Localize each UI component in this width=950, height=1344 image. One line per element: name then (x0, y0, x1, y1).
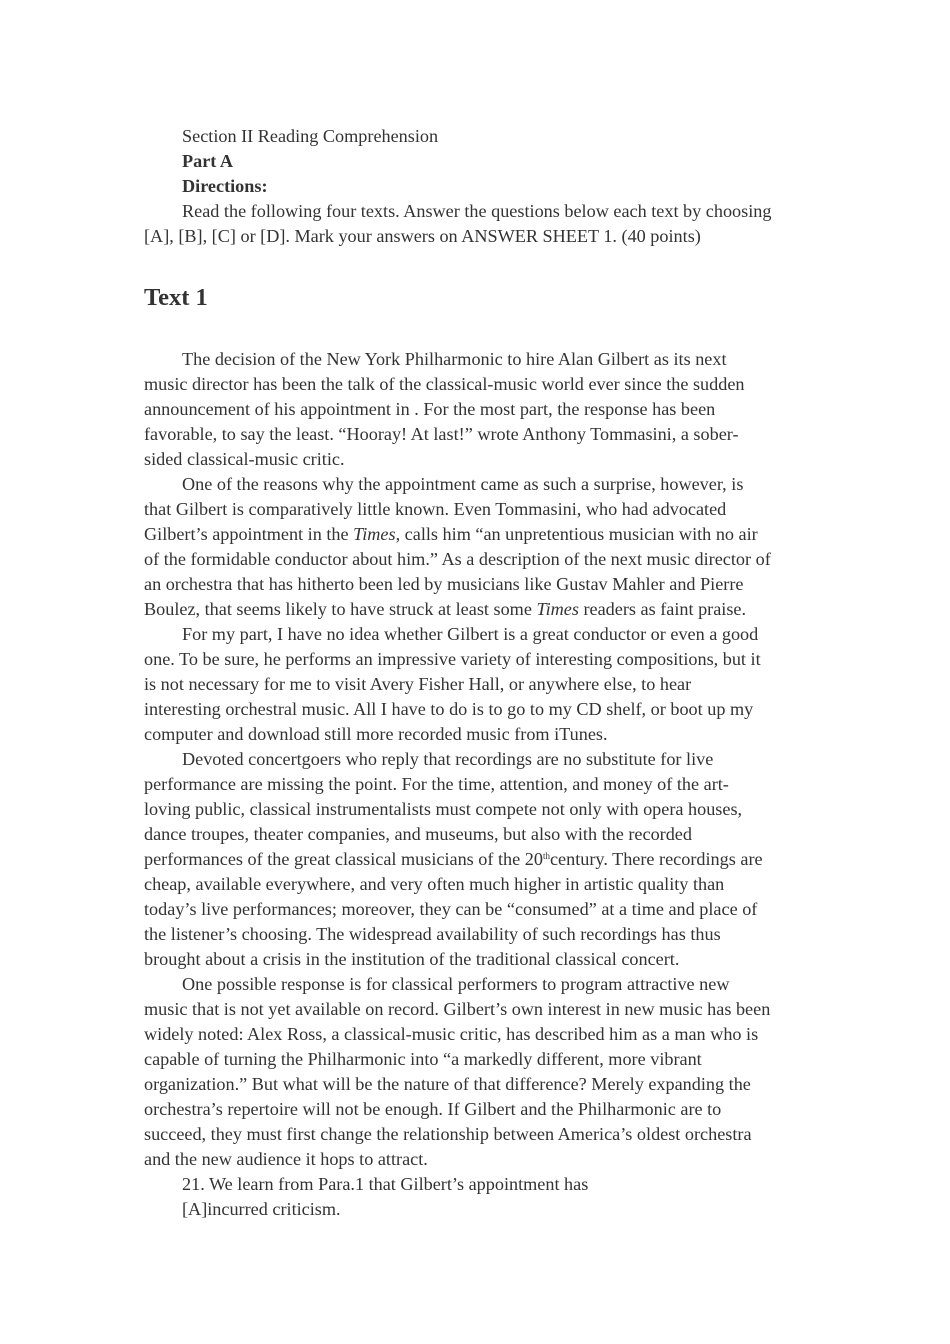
ordinal-superscript: th (542, 851, 550, 861)
paragraph-line: that Gilbert is comparatively little known. Even Tommasini, who had advocated (144, 499, 727, 519)
paragraph-line: loving public, classical instrumentalists must compete not only with opera houses, (144, 799, 743, 819)
exam-header (144, 124, 824, 249)
paragraph-line: sided classical-music critic. (144, 449, 345, 469)
directions-line-2: [A], [B], [C] or [D]. Mark your answers on ANSWER SHEET 1. (40 points) (144, 226, 701, 246)
paragraph-line: brought about a crisis in the institution of the traditional classical concert. (144, 949, 680, 969)
paragraph-line: widely noted: Alex Ross, a classical-music critic, has described him as a man who is (144, 1024, 759, 1044)
paragraph-line: capable of turning the Philharmonic into “a markedly different, more vibrant (144, 1049, 702, 1069)
paragraph-line: an orchestra that has hitherto been led by musicians like Gustav Mahler and Pierre (144, 574, 744, 594)
paragraph-line: One possible response is for classical performers to program attractive new (182, 974, 730, 994)
paragraph-line: performance are missing the point. For the time, attention, and money of the art- (144, 774, 729, 794)
paragraph-line: today’s live performances; moreover, they can be “consumed” at a time and place of (144, 899, 758, 919)
text-run: century. There recordings are (549, 849, 763, 869)
paragraph-2 (144, 472, 824, 622)
paragraph-line: orchestra’s repertoire will not be enough. If Gilbert and the Philharmonic are to (144, 1099, 722, 1119)
paragraph-line (144, 847, 824, 872)
paragraph-5 (144, 972, 824, 1172)
paragraph-4 (144, 747, 824, 972)
paragraph-line: music that is not yet available on record. Gilbert’s own interest in new music has been (144, 999, 771, 1019)
answer-option-a: [A]incurred criticism. (182, 1199, 341, 1219)
directions-label: Directions: (182, 176, 268, 196)
directions-line-1: Read the following four texts. Answer the questions below each text by choosing (182, 201, 772, 221)
paragraph-line: interesting orchestral music. All I have to do is to go to my CD shelf, or boot up my (144, 699, 754, 719)
text-1-passage (144, 347, 824, 1222)
paragraph-line: favorable, to say the least. “Hooray! At last!” wrote Anthony Tommasini, a sober- (144, 424, 739, 444)
text-run: , calls him “an unpretentious musician with no air (395, 524, 758, 544)
paragraph-line: announcement of his appointment in . For the most part, the response has been (144, 399, 716, 419)
paragraph-line: organization.” But what will be the nature of that difference? Merely expanding the (144, 1074, 751, 1094)
question-21 (144, 1172, 824, 1222)
paragraph-line (144, 597, 824, 622)
paragraph-line: For my part, I have no idea whether Gilbert is a great conductor or even a good (182, 624, 759, 644)
text-run: readers as faint praise. (578, 599, 747, 619)
paragraph-line: Devoted concertgoers who reply that recordings are no substitute for live (182, 749, 714, 769)
paragraph-line: is not necessary for me to visit Avery Fisher Hall, or anywhere else, to hear (144, 674, 692, 694)
paragraph-line: and the new audience it hops to attract. (144, 1149, 428, 1169)
text-run: performances of the great classical musicians of the 20 (144, 849, 543, 869)
paragraph-line: The decision of the New York Philharmonic to hire Alan Gilbert as its next (182, 349, 727, 369)
paragraph-line: music director has been the talk of the classical-music world ever since the sudden (144, 374, 745, 394)
text-run: Gilbert’s appointment in the (144, 524, 354, 544)
text-1-heading: Text 1 (144, 284, 208, 311)
italic-publication-name: Times (536, 599, 579, 619)
paragraph-line: dance troupes, theater companies, and museums, but also with the recorded (144, 824, 692, 844)
paragraph-line: succeed, they must first change the relationship between America’s oldest orchestra (144, 1124, 752, 1144)
text-run: Boulez, that seems likely to have struck at least some (144, 599, 537, 619)
paragraph-line: cheap, available everywhere, and very often much higher in artistic quality than (144, 874, 725, 894)
document-page (144, 124, 824, 1222)
italic-publication-name: Times (353, 524, 396, 544)
section-title: Section II Reading Comprehension (182, 126, 439, 146)
paragraph-line (144, 522, 824, 547)
paragraph-line: of the formidable conductor about him.” As a description of the next music director of (144, 549, 771, 569)
part-label: Part A (182, 151, 234, 171)
paragraph-1 (144, 347, 824, 472)
paragraph-line: computer and download still more recorded music from iTunes. (144, 724, 608, 744)
paragraph-line: one. To be sure, he performs an impressive variety of interesting compositions, but it (144, 649, 761, 669)
paragraph-3 (144, 622, 824, 747)
question-stem: 21. We learn from Para.1 that Gilbert’s appointment has (182, 1174, 589, 1194)
paragraph-line: the listener’s choosing. The widespread availability of such recordings has thus (144, 924, 721, 944)
paragraph-line: One of the reasons why the appointment came as such a surprise, however, is (182, 474, 744, 494)
